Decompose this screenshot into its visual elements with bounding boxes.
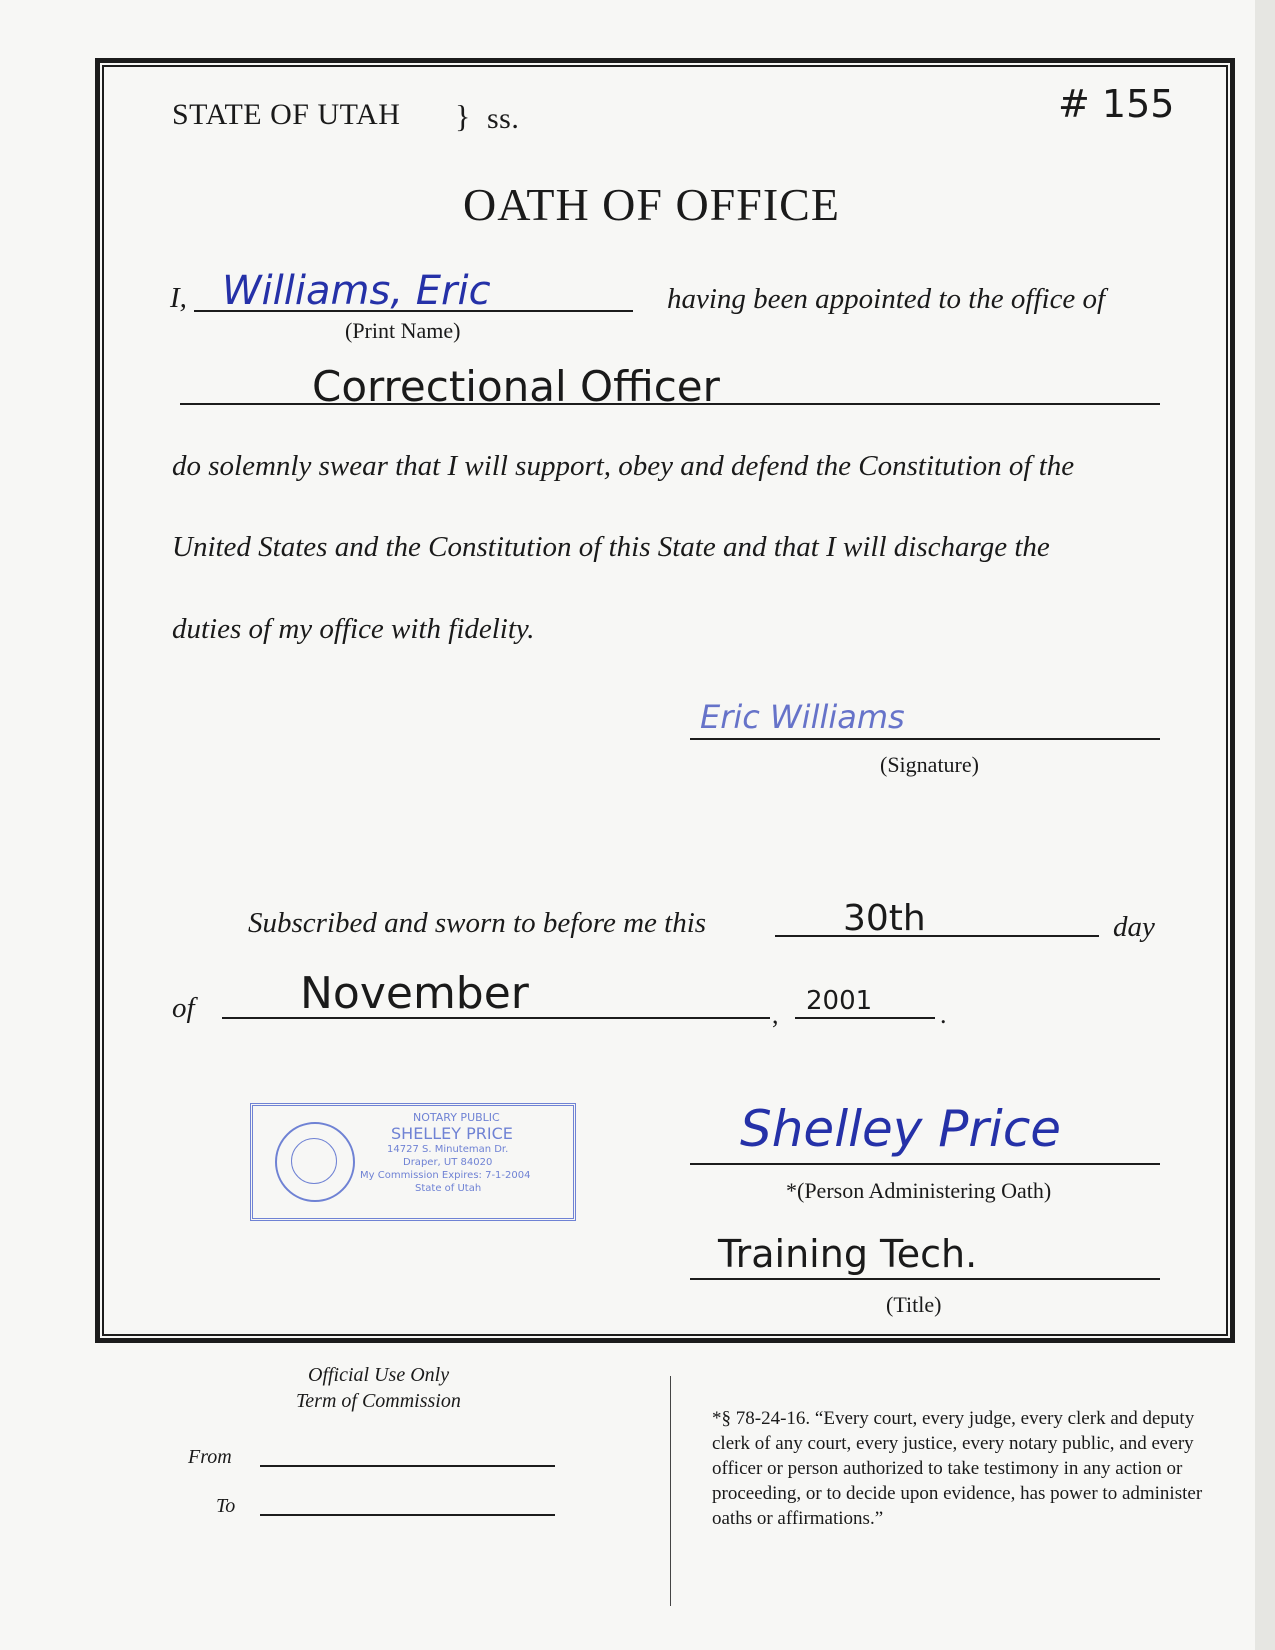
to-line[interactable]	[260, 1514, 555, 1516]
day-line	[775, 935, 1099, 937]
year-value[interactable]: 2001	[806, 986, 873, 1016]
title-caption: (Title)	[886, 1292, 942, 1317]
month-value[interactable]: November	[300, 968, 529, 1019]
stamp-line-2: SHELLEY PRICE	[391, 1124, 513, 1143]
stamp-line-4: Draper, UT 84020	[403, 1157, 493, 1168]
appointed-text: having been appointed to the office of	[667, 283, 1106, 315]
to-label: To	[216, 1495, 236, 1517]
signature-value[interactable]: Eric Williams	[700, 698, 905, 736]
ss-label: ss.	[487, 102, 520, 135]
office-value[interactable]: Correctional Officer	[312, 362, 720, 411]
from-line[interactable]	[260, 1465, 555, 1467]
oath-line-2: United States and the Constitution of this State and that I will discharge the	[172, 531, 1050, 563]
of-label: of	[172, 992, 195, 1024]
form-title: OATH OF OFFICE	[463, 179, 840, 230]
year-line	[795, 1017, 935, 1019]
oath-line-3: duties of my office with fidelity.	[172, 613, 535, 645]
administrator-caption: *(Person Administering Oath)	[786, 1178, 1052, 1203]
print-name-value[interactable]: Williams, Eric	[222, 268, 491, 314]
signature-caption: (Signature)	[880, 752, 979, 777]
comma-separator: ,	[772, 1000, 779, 1029]
stamp-line-5: My Commission Expires: 7-1-2004	[360, 1170, 531, 1181]
administrator-signature[interactable]: Shelley Price	[740, 1100, 1062, 1158]
title-line	[690, 1278, 1160, 1280]
stamp-line-1: NOTARY PUBLIC	[413, 1111, 500, 1124]
title-value[interactable]: Training Tech.	[718, 1232, 978, 1276]
page-edge	[1255, 0, 1275, 1650]
stamp-line-6: State of Utah	[415, 1183, 482, 1194]
handwritten-form-number: # 155	[1058, 82, 1175, 126]
state-brace: }	[455, 98, 471, 134]
period-separator: .	[940, 1000, 947, 1029]
subscribed-text: Subscribed and sworn to before me this	[248, 907, 707, 939]
signature-line	[690, 738, 1160, 740]
administrator-line	[690, 1163, 1160, 1165]
state-label: STATE OF UTAH	[172, 98, 401, 131]
print-name-caption: (Print Name)	[345, 318, 461, 343]
print-name-prefix: I,	[170, 282, 187, 314]
official-use-heading: Official Use Only	[308, 1364, 450, 1386]
from-label: From	[188, 1446, 232, 1468]
notary-stamp	[250, 1103, 576, 1221]
footer-divider	[670, 1376, 671, 1606]
notary-seal	[275, 1122, 355, 1202]
day-value[interactable]: 30th	[843, 898, 926, 939]
term-heading: Term of Commission	[296, 1390, 461, 1412]
oath-line-1: do solemnly swear that I will support, obey and defend the Constitution of the	[172, 450, 1075, 482]
stamp-line-3: 14727 S. Minuteman Dr.	[387, 1144, 509, 1155]
statute-text: *§ 78-24-16. “Every court, every judge, every clerk and deputy clerk of any court, every justice, every notary public, and every officer or person authorized to take testimony in any action or proceeding, or to decide upon evidence, has power to administer oaths or affirmations.”	[712, 1408, 1203, 1529]
day-label: day	[1113, 911, 1155, 943]
